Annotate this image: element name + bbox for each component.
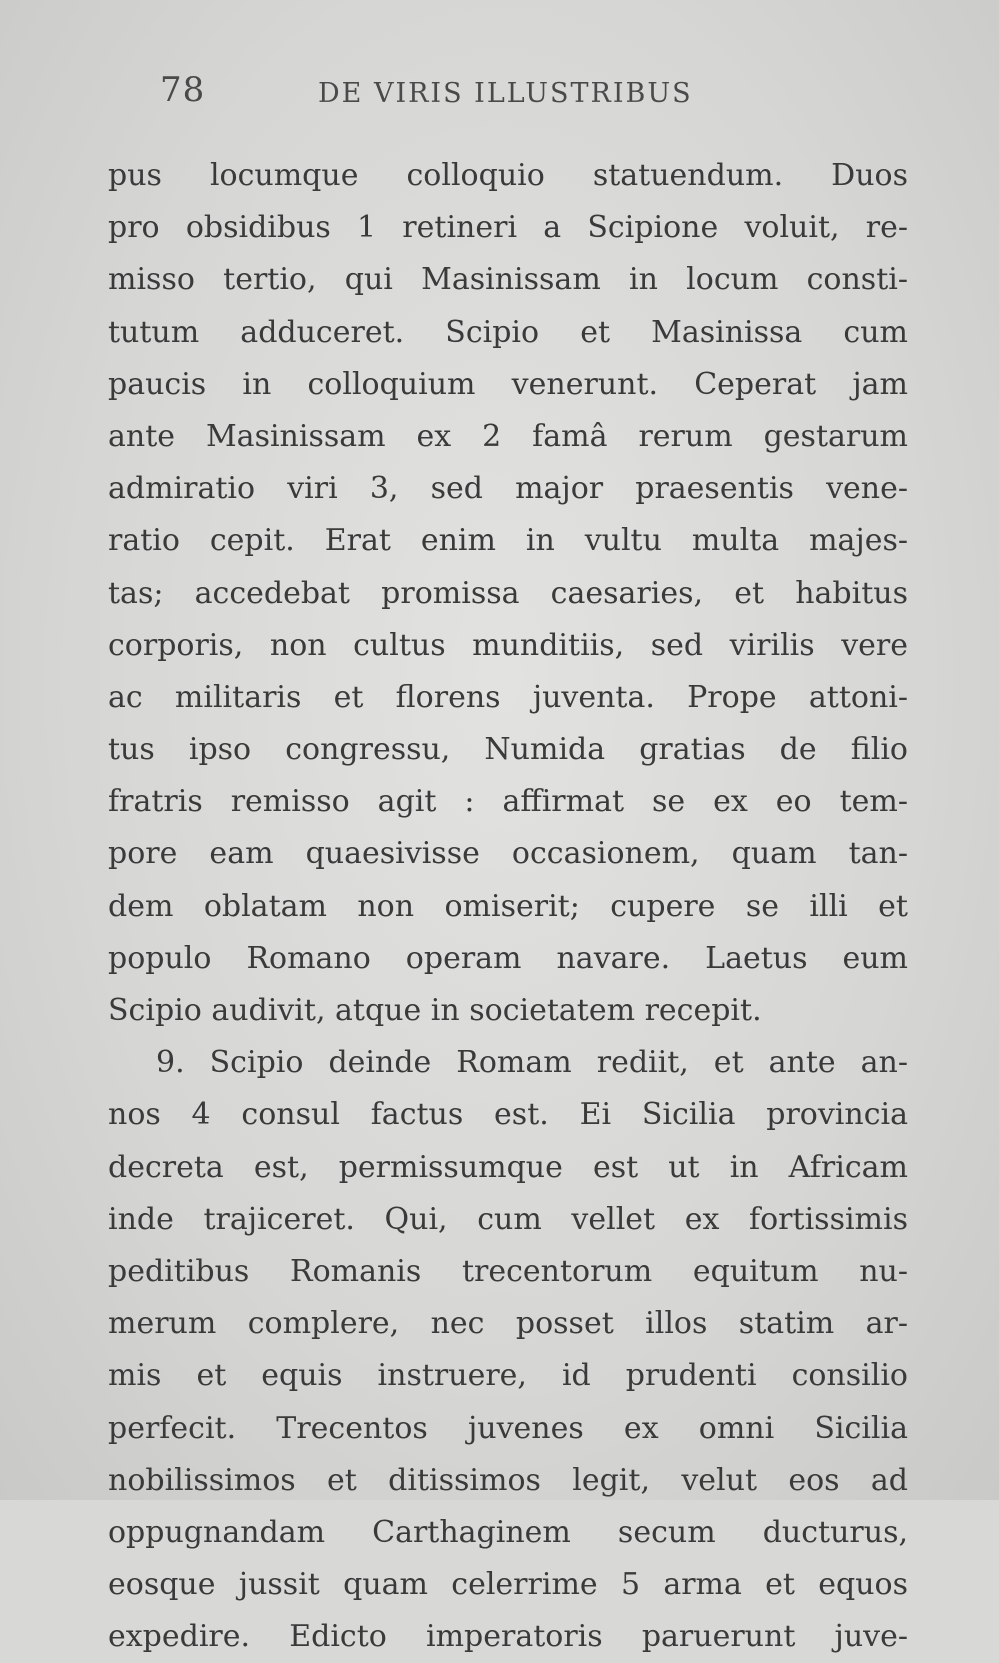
text-line: tutum adduceret. Scipio et Masinissa cum bbox=[108, 314, 908, 350]
text-line: mis et equis instruere, id prudenti consilio bbox=[108, 1358, 908, 1394]
paragraph-start-line: 9. Scipio deinde Romam rediit, et ante an- bbox=[156, 1045, 908, 1081]
text-line: ratio cepit. Erat enim in vultu multa majes- bbox=[108, 523, 908, 559]
text-line: nobilissimos et ditissimos legit, velut eos ad bbox=[108, 1462, 908, 1498]
text-line: pus locumque colloquio statuendum. Duos bbox=[108, 158, 908, 193]
text-line: pro obsidibus 1 retineri a Scipione voluit, re- bbox=[108, 210, 908, 246]
text-line: tus ipso congressu, Numida gratias de filio bbox=[108, 732, 908, 768]
paragraph-end-line: Scipio audivit, atque in societatem recepit. bbox=[108, 993, 762, 1028]
text-line: populo Romano operam navare. Laetus eum bbox=[108, 940, 908, 976]
text-line: corporis, non cultus munditiis, sed virilis vere bbox=[108, 627, 908, 663]
body-text bbox=[108, 150, 908, 1663]
text-line: ante Masinissam ex 2 famâ rerum gestarum bbox=[108, 418, 908, 454]
running-title: DE VIRIS ILLUSTRIBUS bbox=[318, 78, 693, 109]
text-line: eosque jussit quam celerrime 5 arma et equos bbox=[108, 1567, 908, 1603]
text-line: expedire. Edicto imperatoris paruerunt juve- bbox=[108, 1619, 908, 1655]
text-line: nos 4 consul factus est. Ei Sicilia provincia bbox=[108, 1097, 908, 1133]
text-line: tas; accedebat promissa caesaries, et habitus bbox=[108, 575, 908, 611]
text-line: oppugnandam Carthaginem secum ducturus, bbox=[108, 1514, 908, 1550]
text-line: merum complere, nec posset illos statim ar- bbox=[108, 1306, 908, 1342]
text-line: perfecit. Trecentos juvenes ex omni Sicilia bbox=[108, 1410, 908, 1446]
text-line: ac militaris et florens juventa. Prope attoni- bbox=[108, 679, 908, 715]
text-line: misso tertio, qui Masinissam in locum consti- bbox=[108, 262, 908, 298]
running-head bbox=[160, 68, 720, 118]
text-line: dem oblatam non omiserit; cupere se illi et bbox=[108, 888, 908, 924]
text-line: admiratio viri 3, sed major praesentis vene- bbox=[108, 471, 908, 507]
page-number: 78 bbox=[160, 70, 206, 110]
text-line: paucis in colloquium venerunt. Ceperat jam bbox=[108, 366, 908, 402]
text-line: fratris remisso agit : affirmat se ex eo tem- bbox=[108, 784, 908, 820]
text-line: decreta est, permissumque est ut in Africam bbox=[108, 1149, 908, 1185]
text-line: inde trajiceret. Qui, cum vellet ex fortissimis bbox=[108, 1201, 908, 1237]
text-line: pore eam quaesivisse occasionem, quam tan- bbox=[108, 836, 908, 872]
text-line: peditibus Romanis trecentorum equitum nu- bbox=[108, 1253, 908, 1289]
